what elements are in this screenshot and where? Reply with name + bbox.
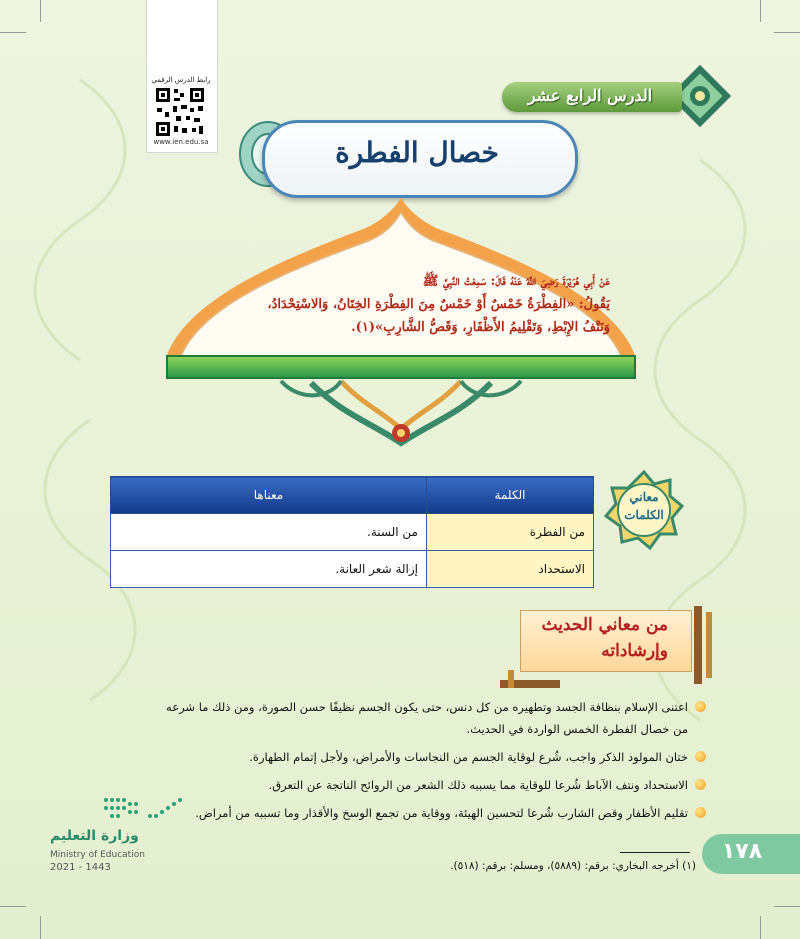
footnote-divider — [620, 852, 690, 853]
vocab-header-meaning: معناها — [111, 477, 427, 514]
vocab-header-row — [111, 477, 594, 514]
lesson-number: الدرس الرابع عشر — [527, 86, 653, 105]
vocab-badge-line: معاني — [629, 490, 659, 504]
section-heading — [520, 612, 668, 664]
vocab-badge-label — [604, 488, 684, 524]
bullet-icon — [695, 779, 706, 790]
bullet-icon — [695, 807, 706, 818]
list-item-text: ختان المولود الذكر واجب، شُرع لوقاية الجسم من النجاسات والأمراض، ولأجل إتمام الطهارة. — [249, 750, 688, 764]
vocab-word: من الفطرة — [427, 514, 594, 551]
section-heading-line: وإرشاداته — [601, 641, 668, 661]
bullet-icon — [695, 751, 706, 762]
section-heading-line: من معاني الحديث — [541, 615, 668, 635]
section-bracket-icon — [690, 606, 720, 686]
table-row — [111, 514, 594, 551]
list-item-text: اعتنى الإسلام بنظافة الجسد وتطهيره من كل دنس، حتى يكون الجسم نظيفًا حسن الصورة، ومن ذلك ما شرعه — [166, 700, 688, 714]
qr-label: رابط الدرس الرقمي — [151, 76, 211, 84]
ministry-name-arabic: وزارة التعليم — [50, 828, 139, 844]
hadith-line: عَنْ أَبِي هُرَيْرَةَ رَضِيَ اللَّهُ عَنْهُ قَالَ: سَمِعْتُ النَّبِيَّ ﷺ — [422, 274, 610, 289]
ministry-logo-icon — [100, 794, 190, 824]
list-item — [96, 698, 708, 716]
qr-code[interactable] — [154, 86, 206, 138]
list-item-text: تقليم الأظفار وقص الشارب شُرعا لتحسين الهيئة، ووقاية من تجمع الوسخ والأقذار وما تسببه من أمراض. — [195, 806, 688, 820]
hadith-text — [220, 270, 610, 339]
qr-url[interactable]: www.ien.edu.sa — [153, 138, 209, 146]
hadith-line: وَنَتْفُ الإِبْطِ، وَتَقْلِيمُ الأَظْفَارِ، وَقَصُّ الشَّارِبِ»(١). — [351, 320, 610, 335]
list-item — [96, 776, 708, 794]
ministry-name-english: Ministry of Education — [50, 850, 145, 860]
vocab-word: الاستحداد — [427, 551, 594, 588]
table-row — [111, 551, 594, 588]
ministry-year: 2021 - 1443 — [50, 862, 111, 873]
hadith-line: يَقُولُ: «الفِطْرَةُ خَمْسٌ أَوْ خَمْسٌ مِنَ الفِطْرَةِ الخِتَانُ، وَالاسْتِحْدَادُ، — [267, 297, 610, 312]
list-item-text: من خصال الفطرة الخمس الواردة في الحديث. — [466, 722, 688, 736]
vocab-header-word: الكلمة — [427, 477, 594, 514]
list-item — [96, 748, 708, 766]
lesson-title: خصال الفطرة — [335, 136, 499, 169]
list-item-text: الاستحداد ونتف الآباط شُرعا للوقاية مما يسببه ذلك الشعر من الروائح الناتجة عن التعرق. — [268, 778, 688, 792]
list-item — [96, 720, 708, 738]
hadith-base-bar — [166, 355, 636, 379]
vocab-meaning: من السنة. — [111, 514, 427, 551]
bullet-icon — [695, 701, 706, 712]
footnote: (١) أخرجه البخاري: برقم: (٥٨٨٩)، ومسلم: برقم: (٥١٨). — [450, 860, 696, 872]
vocab-badge-line: الكلمات — [624, 508, 664, 522]
page-number: ١٧٨ — [721, 839, 763, 864]
vocab-table — [110, 476, 594, 588]
section-bracket-icon — [500, 660, 560, 690]
vocab-meaning: إزالة شعر العانة. — [111, 551, 427, 588]
